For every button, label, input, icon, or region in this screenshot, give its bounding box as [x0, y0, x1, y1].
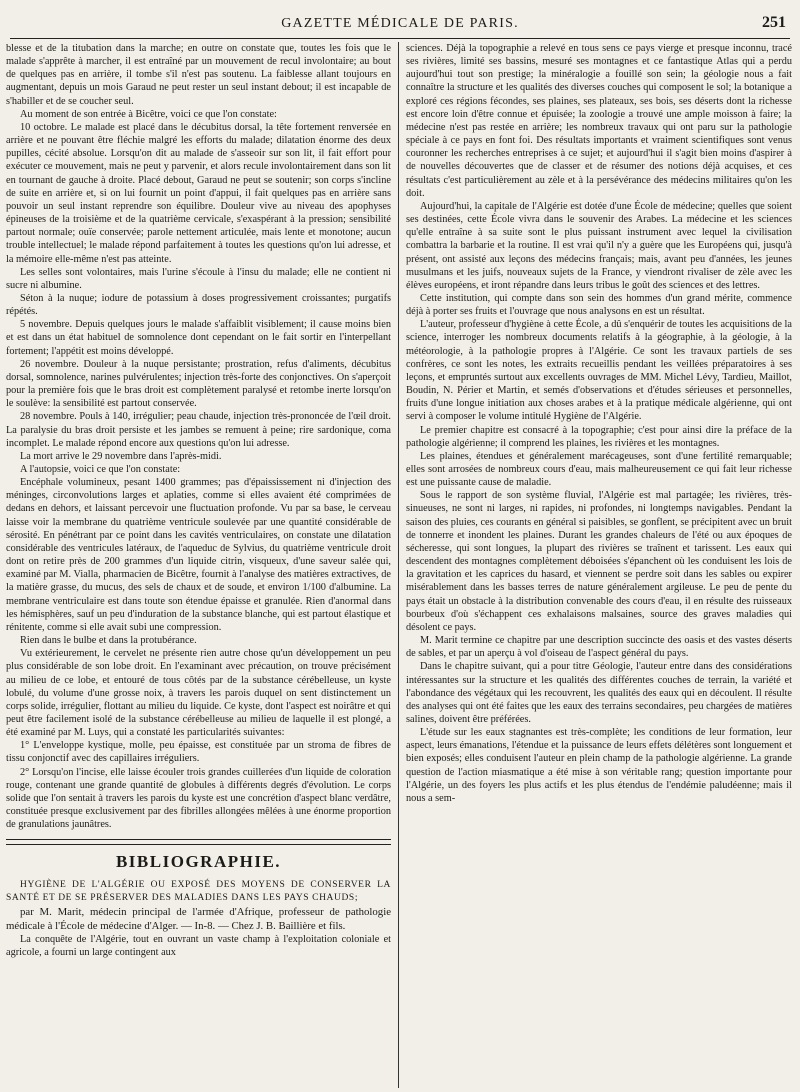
paragraph: Au moment de son entrée à Bicêtre, voici ce que l'on constate:: [20, 108, 277, 120]
paragraph: 10 octobre. Le malade est placé dans le décubitus dorsal, la tête fortement renversée en arrière et ne pouvant être fléchie malgré les efforts du malade; dilatation énorme des deux pupilles, cécité absolue. Lorsqu'on dit au malade de s'asseoir sur son lit, il fait effort pour exécuter ce mouvement, mais ne peut y parvenir, et alors recule involontairement dans son lit en tournant de gauche à droite. Placé debout, Garaud ne peut se soutenir; son corps s'incline de suite en arrière et, si on lui fournit un point d'appui, il fait quelques pas en arrière sans pouvoir un seul instant reprendre son équilibre. Douleur vive au niveau des apophyses épineuses de la troisième et de la quatrième cervicale, s'exaspérant à la pression; sensibilité partout normale; ouïe conservée; parole nettement articulée, mais lente et monotone; aucun trouble intellectuel; le malade répond parfaitement à toutes les questions qu'on lui adresse, et la mémoire elle-même n'est pas atteinte.: [6, 121, 391, 265]
paragraph: Les plaines, étendues et généralement marécageuses, sont d'une fertilité remarquable; elles sont arrosées de nombreux cours d'eau, mais malheureusement ce qui fait leur richesse est une puissante cause de maladie.: [406, 450, 792, 489]
section-divider: [6, 839, 391, 845]
column-divider: [398, 42, 399, 1088]
paragraph: 2° Lorsqu'on l'incise, elle laisse écouler trois grandes cuillerées d'un liquide de coloration rouge, contenant une grande quantité de globules à différents degrés d'évolution. Le corps solide que l'on sentait à travers les parois du kyste est une concrétion d'aspect blanc verdâtre, constituée presque exclusivement par des fibrilles allongées mêlées à une énorme proportion de granulations jaunâtres.: [6, 766, 391, 831]
left-column: [6, 42, 391, 1088]
paragraph: Dans le chapitre suivant, qui a pour titre Géologie, l'auteur entre dans des considérations intéressantes sur la structure et les qualités des différentes couches de terrain, la variété et l'abondance des végétaux qui les recouvrent, les qualités des eaux qui en découlent. Il résulte des analyses qui ont été faites que les eaux des terrains secondaires, peu chargées de matières salines, doivent être préférées.: [406, 661, 792, 725]
paragraph: Cette institution, qui compte dans son sein des hommes d'un grand mérite, commence déjà à porter ses fruits et l'ouvrage que nous analysons en est un résultat.: [406, 292, 792, 318]
paragraph: 26 novembre. Douleur à la nuque persistante; prostration, refus d'aliments, décubitus dorsal, somnolence, narines pulvérulentes; injection très-forte des conjonctives. On s'aperçoit pour la première fois que le bras droit est complètement paralysé et retombe inerte lorsqu'on le soulève: la sensibilité est partout conservée.: [6, 358, 391, 410]
book-author: par M. Marit, médecin principal de l'armée d'Afrique, professeur de pathologie médicale à l'École de médecine d'Alger. — In-8. — Chez J. B. Baillière et fils.: [6, 905, 391, 932]
paragraph: Les selles sont volontaires, mais l'urine s'écoule à l'insu du malade; elle ne contient ni sucre ni albumine.: [6, 266, 391, 291]
paragraph: Aujourd'hui, la capitale de l'Algérie est dotée d'une École de médecine; quelles que soient ses destinées, cette École vivra dans le souvenir des Arabes. La médecine et les sciences qu'elle entraîne à sa suite sont le plus puissant instrument avec lequel la civilisation combattra la barbarie et la routine. Il est vrai qu'il n'y a guère que les Européens qui, jusqu'à présent, ont assisté aux leçons des médecins français; mais, avant peu d'années, les jeunes musulmans et les juifs, nouveaux sujets de la France, y viendront rivaliser de zèle avec les élèves européens, et iront répandre dans leurs tribus le goût des sciences et des lettres.: [406, 200, 792, 291]
paragraph: blesse et de la titubation dans la marche; en outre on constate que, toutes les fois que le malade s'apprête à marcher, il est entraîné par un mouvement de recul involontaire; au bout de quelques pas en arrière, il tombe s'il n'est pas soutenu. La faiblesse allant toujours en augmentant, depuis un mois Garaud ne peut rester un seul instant debout; il est incapable de s'habiller et de se coucher seul.: [6, 43, 391, 107]
paragraph: La mort arrive le 29 novembre dans l'après-midi.: [20, 450, 222, 462]
right-column: [406, 42, 792, 1088]
page-header: [10, 6, 790, 39]
page-number: 251: [762, 14, 786, 31]
paragraph: A l'autopsie, voici ce que l'on constate:: [20, 464, 181, 475]
paragraph: Sous le rapport de son système fluvial, l'Algérie est mal partagée; les rivières, très-sinueuses, ne sont ni larges, ni rapides, ni profondes, ni longtemps navigables. Pendant la saison des pluies, ces courants en général si paisibles, se gonflent, se précipitent avec un bruit de tonnerre et inondent les plaines. Durant les grandes chaleurs de l'été ou aux époques de sécheresse, qui sont longues, la plupart des rivières se traînent et tarissent. Les eaux qui descendent des montagnes complètement déboisées s'épanchent où les conduisent les lois de la gravitation et les caprices du hasard, et viennent se perdre soit dans les sables ou expirer misérablement dans les basses terres de nature généralement argileuse. Le peu de pente du pays était un obstacle à la distribution convenable des cours d'eau, il en résulte des ruisseaux bourbeux d'où s'échappent ces exhalaisons malsaines, source des graves maladies qui désolent ce pays.: [406, 490, 792, 633]
paragraph: Vu extérieurement, le cervelet ne présente rien autre chose qu'un développement un peu plus considérable de son lobe droit. En l'examinant avec précaution, on trouve précisément au milieu de ce lobe, et entouré de tous côtés par de la substance cérébelleuse, un kyste lobulé, du volume d'une grosse noix, à travers les parois duquel on sent distinctement un corps solide, irrégulier, flottant au milieu du liquide. Ce kyste, dont l'aspect est noirâtre et qui peut être facilement isolé de la substance cérébelleuse au milieu de laquelle il est plongé, a été examiné par M. Luys, qui a constaté les particularités suivantes:: [6, 648, 391, 739]
book-title: HYGIÈNE DE L'ALGÉRIE OU EXPOSÉ DES MOYENS DE CONSERVER LA SANTÉ ET DE SE PRÉSERVER DES MALADIES DANS LES PAYS CHAUDS;: [6, 879, 391, 903]
paragraph: 1° L'enveloppe kystique, molle, peu épaisse, est constituée par un stroma de fibres de tissu conjonctif avec des capillaires irréguliers.: [6, 740, 391, 765]
paragraph: L'auteur, professeur d'hygiène à cette École, a dû s'enquérir de toutes les acquisitions de la science, interroger les nombreux documents relatifs à la géographie, à la géologie, à la météorologie, à la pathologie propres à l'Algérie. Ce sont les travaux partiels de ses confrères, ce sont les notes, les extraits recueillis pendant les veillées préparatoires à ses leçons, et empruntés surtout aux excellents ouvrages de MM. Michel Lévy, Tardieu, Maillot, Boudin, N. Périer et Martin, et semés d'observations et d'études sérieuses et personnelles, fruits d'une longue initiation aux choses arabes et à la pratique médicale algérienne, qui ont servi à composer le volume intitulé Hygiène de l'Algérie.: [406, 319, 792, 423]
bibliography-intro: La conquête de l'Algérie, tout en ouvrant un vaste champ à l'exploitation coloniale et agricole, a fourni un large contingent aux: [6, 933, 391, 958]
paragraph: Séton à la nuque; iodure de potassium à doses progressivement croissantes; purgatifs répétés.: [6, 292, 391, 318]
bibliography-heading: BIBLIOGRAPHIE.: [115, 852, 282, 872]
paragraph: Encéphale volumineux, pesant 1400 grammes; pas d'épaississement ni d'injection des méninges, circonvolutions larges et aplaties, comme si elles avaient été comprimées de dedans en dehors, et laissant percevoir une fluctuation profonde. Vu par sa base, le cerveau laisse voir la membrane du quatrième ventricule soulevée par une quantité considérable de sérosité. En pénétrant par ce point dans les cavités ventriculaires, on constate une dilatation considérable des ventricules latéraux, de l'aqueduc de Sylvius, du quatrième ventricule droit dont on retire près de 200 grammes d'un liquide citrin, visqueux, d'une saveur salée qui, examiné par M. Vialla, pharmacien de Bicêtre, fournit à l'analyse des matières extractives, de la matière grasse, du mucus, des sels de chaux et de soude, et environ 1/100 d'albumine. La membrane ventriculaire est dans toute son étendue épaisse et granulée. Rien d'anormal dans les hémisphères, sauf un peu d'induration de la substance blanche, qui est partout élastique et rénitente, comme si elle avait subi une compression.: [6, 477, 391, 633]
paragraph: L'étude sur les eaux stagnantes est très-complète; les conditions de leur formation, leur aspect, leurs émanations, l'étendue et la puissance de leurs effets délétères sont longuement et bien exposés; elles conduisent l'auteur en plein champ de la pathologie algérienne. La grande question de l'action miasmatique a été mise à son véritable rang; question importante pour l'Algérie, un des foyers les plus actifs et les plus étendus de l'endémie paludéenne; mais il nous a sem-: [406, 727, 792, 804]
paragraph: Le premier chapitre est consacré à la topographie; c'est pour ainsi dire la préface de la pathologie algérienne; il comprend les plaines, les rivières et les montagnes.: [406, 424, 792, 449]
paragraph: 28 novembre. Pouls à 140, irrégulier; peau chaude, injection très-prononcée de l'œil droit. La paralysie du bras droit persiste et les jambes se remuent à peine; rire sardonique, coma incomplet. Le malade répond encore aux questions qu'on lui adresse.: [6, 411, 391, 449]
paragraph: sciences. Déjà la topographie a relevé en tous sens ce pays vierge et presque inconnu, tracé ses rivières, limité ses bassins, mesuré ses montagnes et ce fantastique Atlas qui a perdu aujourd'hui tout son prestige; la minéralogie a fouillé son sein; la géologie nous a fait connaître la structure et les qualités des diverses couches qui composent le sol; la botanique a exploré ces régions fécondes, ses plaines, ses plateaux, ses bois, ses déserts dont la richesse est encore loin d'être connue et épuisée; la zoologie a trouvé une ample moisson à faire; la médecine n'est pas restée en arrière; les nombreux travaux qui ont paru sur la pathologie spéciale à ce pays en font foi. Des résultats importants et vraiment scientifiques sont venus couronner les recherches entreprises à ce sujet; et aujourd'hui il s'agit bien moins d'aspirer à de nouvelles découvertes que de classer et de résumer des notions déjà acquises, et ces résultats c'est particulièrement au zèle et à la persévérance des médecins militaires qu'on les doit.: [406, 43, 792, 199]
paragraph: Rien dans le bulbe et dans la protubérance.: [20, 635, 197, 647]
paragraph: 5 novembre. Depuis quelques jours le malade s'affaiblit visiblement; il cause moins bien et est dans un état habituel de somnolence dont cependant on le fait sortir en l'interpellant fortement; l'appétit est moins développé.: [6, 319, 391, 357]
journal-title: GAZETTE MÉDICALE DE PARIS.: [281, 16, 519, 31]
paragraph: M. Marit termine ce chapitre par une description succincte des oasis et des vastes déserts de sables, et par un aperçu à vol d'oiseau de l'aspect général du pays.: [406, 635, 792, 660]
